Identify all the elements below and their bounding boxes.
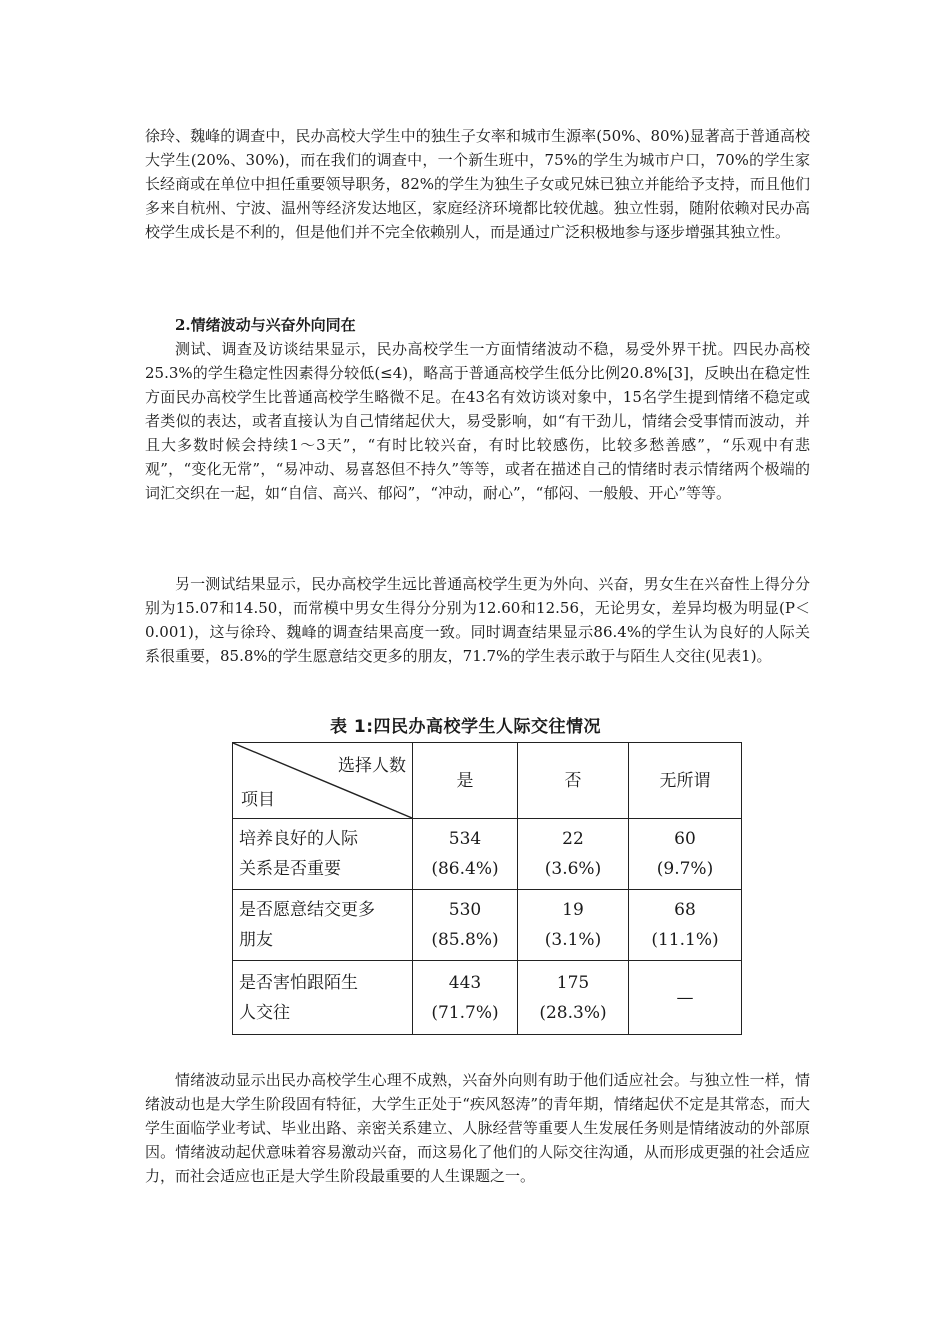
table-cell (413, 819, 518, 890)
paragraph-2 (145, 337, 810, 505)
table-cell (518, 819, 629, 890)
column-header-yes: 是 (413, 743, 518, 819)
table-cell (518, 961, 629, 1035)
column-header-no: 否 (518, 743, 629, 819)
cell-count: 443 (448, 972, 482, 993)
paragraph-3 (145, 572, 810, 668)
interpersonal-table (232, 742, 742, 1035)
table-cell (629, 819, 742, 890)
paragraph-4-text: 情绪波动显示出民办高校学生心理不成熟，兴奋外向则有助于他们适应社会。与独立性一样，情绪波动也是大学生阶段固有特征，大学生正处于“疾风怒涛”的青年期，情绪起伏不定是其常态，而大学生面临学业考试、毕业出路、亲密关系建立、人脉经营等重要人生发展任务则是情绪波动的外部原因。情绪波动起伏意味着容易激动兴奋，而这易化了他们的人际交往沟通，从而形成更强的社会适应力，而社会适应也正是大学生阶段最重要的人生课题之一。 (145, 1071, 810, 1185)
table-caption: 表 1:四民办高校学生人际交往情况 (330, 717, 602, 737)
cell-percent: (11.1%) (651, 930, 719, 950)
cell-count: 19 (562, 900, 584, 920)
cell-percent: (85.8%) (431, 930, 499, 950)
table-corner-cell (233, 743, 413, 819)
table-cell (518, 890, 629, 961)
cell-percent: (71.7%) (431, 1002, 499, 1023)
corner-label-count: 选择人数 (338, 756, 406, 776)
table-cell (629, 961, 742, 1035)
row-label-line: 关系是否重要 (239, 859, 341, 879)
cell-count: 60 (674, 829, 696, 849)
cell-count: 534 (448, 829, 482, 849)
cell-count: — (676, 987, 694, 1008)
corner-label-item: 项目 (241, 790, 275, 810)
cell-percent: (3.6%) (544, 859, 602, 879)
column-header-indifferent: 无所谓 (629, 743, 742, 819)
table-row (233, 890, 742, 961)
table-header-row (233, 743, 742, 819)
row-label (233, 890, 413, 961)
paragraph-1-text: 徐玲、魏峰的调查中，民办高校大学生中的独生子女率和城市生源率(50%、80%)显著高于普通高校大学生(20%、30%)，而在我们的调查中，一个新生班中，75%的学生为城市户口，70%的学生家长经商或在单位中担任重要领导职务，82%的学生为独生子女或兄妹已独立并能给予支持，而且他们多来自杭州、宁波、温州等经济发达地区，家庭经济环境都比较优越。独立性弱，随附依赖对民办高校学生成长是不利的，但是他们并不完全依赖别人，而是通过广泛积极地参与逐步增强其独立性。 (145, 127, 810, 241)
paragraph-1 (145, 124, 810, 244)
cell-percent: (28.3%) (539, 1002, 607, 1023)
cell-percent: (86.4%) (431, 859, 499, 879)
cell-count: 175 (556, 972, 590, 993)
paragraph-2-text: 测试、调查及访谈结果显示，民办高校学生一方面情绪波动不稳，易受外界干扰。四民办高校25.3%的学生稳定性因素得分较低(≤4)，略高于普通高校学生低分比例20.8%[3]，反映出在稳定性方面民办高校学生比普通高校学生略微不足。在43名有效访谈对象中，15名学生提到情绪不稳定或者类似的表达，或者直接认为自己情绪起伏大，易受影响，如“有干劲儿，情绪会受事情而波动，并且大多数时候会持续1～3天”，“有时比较兴奋，有时比较感伤，比较多愁善感”，“乐观中有悲观”，“变化无常”，“易冲动、易喜怒但不持久”等等，或者在描述自己的情绪时表示情绪两个极端的词汇交织在一起，如“自信、高兴、郁闷”，“冲动，耐心”，“郁闷、一般般、开心”等等。 (145, 340, 810, 502)
section-heading: 2.情绪波动与兴奋外向同在 (175, 316, 356, 334)
paragraph-4 (145, 1068, 810, 1188)
cell-percent: (9.7%) (656, 859, 714, 879)
table-cell (413, 890, 518, 961)
cell-count: 530 (448, 900, 482, 920)
paragraph-3-text: 另一测试结果显示，民办高校学生远比普通高校学生更为外向、兴奋，男女生在兴奋性上得分分别为15.07和14.50，而常模中男女生得分分别为12.60和12.56，无论男女，差异均极为明显(P＜0.001)，这与徐玲、魏峰的调查结果高度一致。同时调查结果显示86.4%的学生认为良好的人际关系很重要，85.8%的学生愿意结交更多的朋友，71.7%的学生表示敢于与陌生人交往(见表1)。 (145, 575, 810, 665)
row-label-line: 人交往 (239, 1002, 290, 1023)
row-label (233, 961, 413, 1035)
row-label-line: 是否害怕跟陌生 (239, 972, 358, 993)
table-row (233, 961, 742, 1035)
cell-count: 22 (562, 829, 584, 849)
cell-count: 68 (674, 900, 696, 920)
row-label (233, 819, 413, 890)
cell-percent: (3.1%) (544, 930, 602, 950)
row-label-line: 朋友 (239, 930, 273, 950)
table-cell (413, 961, 518, 1035)
row-label-line: 培养良好的人际 (239, 829, 358, 849)
table-cell (629, 890, 742, 961)
row-label-line: 是否愿意结交更多 (239, 900, 375, 920)
table-row (233, 819, 742, 890)
